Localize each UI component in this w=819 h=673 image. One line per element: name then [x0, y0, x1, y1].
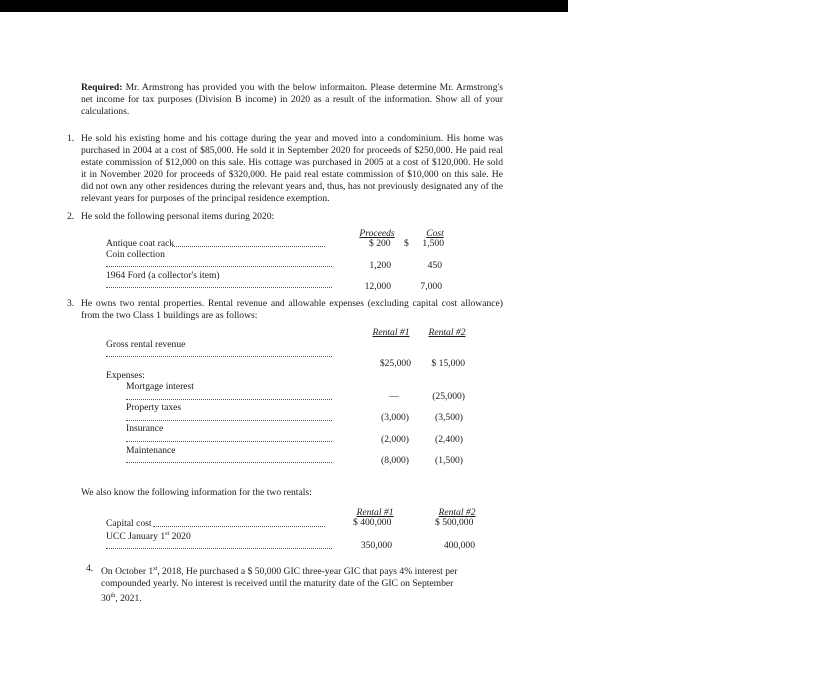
- expense-r2: (25,000): [432, 391, 465, 402]
- ucc-r1: 350,000: [360, 540, 392, 551]
- leader-dots: [172, 246, 325, 247]
- expense-label: Property taxes: [126, 402, 182, 413]
- expense-label: Maintenance: [126, 445, 176, 456]
- personal-item-cost: 1,500: [422, 238, 444, 249]
- ucc-label-text: UCC January 1: [106, 531, 166, 543]
- info-rental-1-header: Rental #1: [356, 507, 394, 518]
- ucc-r2: 400,000: [443, 540, 475, 551]
- required-label: Required:: [81, 82, 123, 93]
- leader-dots: [126, 462, 332, 463]
- required-text: Mr. Armstrong has provided you with the below informaiton. Please determine Mr. Armstrong's net income for tax purposes (Division B income) in 2020 as a result of the information. Show all of your calculations.: [81, 82, 503, 117]
- ucc-label-sup: st: [165, 531, 170, 537]
- personal-item-cost: 450: [427, 260, 442, 271]
- expense-r2: (3,500): [435, 412, 463, 423]
- leader-dots: [126, 399, 332, 400]
- expense-label: Mortgage interest: [126, 381, 194, 392]
- leader-dots: [153, 526, 325, 527]
- expenses-label: Expenses:: [106, 370, 145, 381]
- expense-r2: (2,400): [435, 434, 463, 445]
- ucc-label-year: 2020: [169, 531, 191, 543]
- leader-dots: [126, 420, 332, 421]
- leader-dots: [106, 356, 332, 357]
- item-1-number: 1.: [67, 133, 75, 144]
- item-4-text-a: On October 1: [101, 566, 154, 578]
- personal-item-proceeds: 1,200: [369, 260, 391, 271]
- personal-item-proceeds: $ 200: [369, 238, 391, 249]
- leader-dots: [106, 266, 332, 267]
- rental-1-header: Rental #1: [372, 327, 410, 338]
- required-paragraph: [81, 82, 503, 118]
- item-4-number: 4.: [86, 563, 94, 574]
- leader-dots: [106, 287, 332, 288]
- also-know-text: We also know the following information for the two rentals:: [81, 487, 312, 498]
- gross-revenue-r2: $ 15,000: [431, 358, 465, 369]
- item-4-text-c: , 2021.: [115, 593, 142, 605]
- item-1-text: He sold his existing home and his cottage during the year and moved into a condominium. His home was purchased in 2004 at a cost of $85,000. He sold it in September 2020 for proceeds of $250,000. He paid real estate commission of $12,000 on this sale. His cottage was purchased in 2005 at a cost of $120,000. He sold it in November 2020 for proceeds of $320,000. He paid real estate commission of $10,000 on this sale. He did not own any other residences during the relevant years and, thus, has not previously designated any of the relevant years for purposes of the principal residence exemption.: [81, 133, 503, 204]
- item-4-sup-a: st: [153, 566, 158, 572]
- gross-revenue-label: Gross rental revenue: [106, 339, 186, 350]
- ucc-label: [106, 528, 191, 543]
- personal-item-proceeds: 12,000: [364, 281, 391, 292]
- expense-r2: (1,500): [435, 455, 463, 466]
- cost-header: Cost: [426, 228, 444, 239]
- item-2-text: He sold the following personal items during 2020:: [81, 211, 275, 222]
- gross-revenue-r1: $25,000: [379, 358, 411, 369]
- capital-cost-r1: $ 400,000: [353, 517, 392, 528]
- expense-r1: —: [389, 391, 399, 402]
- capital-cost-label: Capital cost: [106, 518, 152, 529]
- personal-item-label: Antique coat rack: [106, 238, 175, 249]
- item-4-sup-b: th: [110, 593, 116, 600]
- leader-dots: [126, 441, 332, 442]
- expense-r1: (8,000): [381, 455, 409, 466]
- info-rental-2-header: Rental #2: [438, 507, 476, 518]
- item-4-text-b: , 2018, He purchased a $ 50,000 GIC three-year GIC that pays 4% interest per compounded yearly. No interest is received until the maturity date of the GIC on September 30: [101, 566, 458, 605]
- leader-dots: [106, 548, 332, 549]
- expense-r1: (2,000): [381, 434, 409, 445]
- item-2-number: 2.: [67, 211, 75, 222]
- item-3-number: 3.: [67, 298, 75, 309]
- proceeds-header: Proceeds: [359, 228, 395, 239]
- expense-r1: (3,000): [381, 412, 409, 423]
- capital-cost-r2: $ 500,000: [435, 517, 474, 528]
- expense-label: Insurance: [126, 423, 164, 434]
- rental-2-header: Rental #2: [428, 327, 466, 338]
- personal-item-label: 1964 Ford (a collector's item): [106, 270, 220, 281]
- personal-item-label: Coin collection: [106, 249, 165, 260]
- item-3-text: He owns two rental properties. Rental revenue and allowable expenses (excluding capital cost allowance) from the two Class 1 buildings are as follows:: [81, 298, 503, 321]
- item-4-text: [101, 563, 471, 605]
- personal-item-cost: 7,000: [420, 281, 442, 292]
- dollar-sign: $: [404, 238, 409, 249]
